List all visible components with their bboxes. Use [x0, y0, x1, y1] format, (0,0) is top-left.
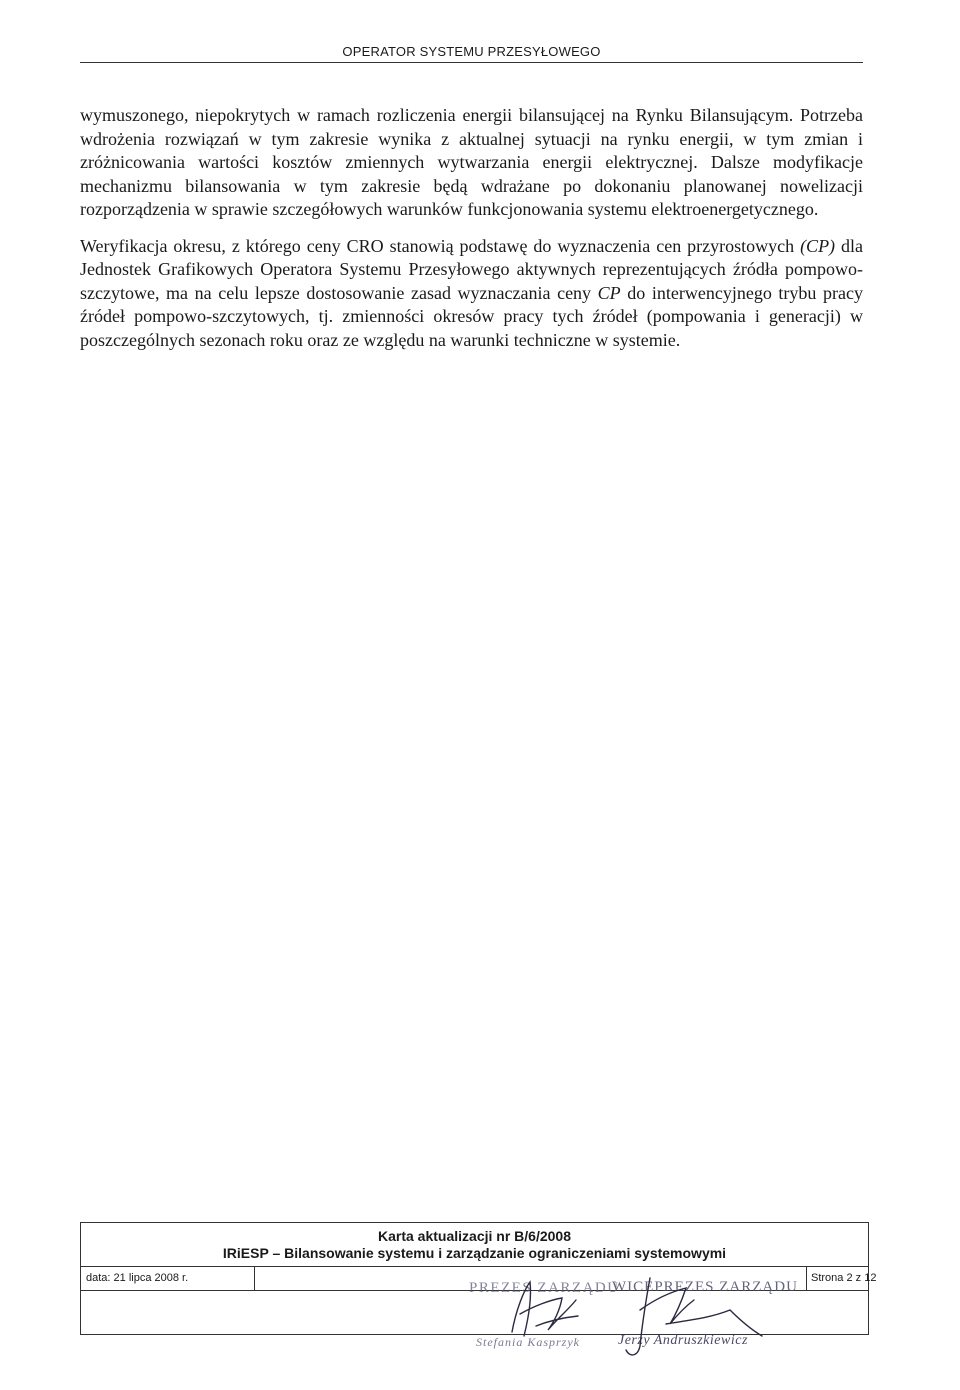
stamp-wiceprezes: WICEPREZES ZARZĄDU [612, 1279, 798, 1295]
footer-title-cell [81, 1223, 868, 1267]
stamp-name-left: Stefania Kasprzyk [476, 1335, 580, 1349]
signature-right [626, 1278, 762, 1355]
paragraph-2-part-3: do interwencyjnego trybu pracy źródeł pompowo-szczytowych, tj. zmienności okresów pracy tych źródeł (pompowania i generacji) w poszczególnych sezonach roku oraz ze względu na warunki techniczne w systemie. [80, 282, 864, 350]
signature-left [512, 1282, 578, 1336]
card-subtitle: IRiESP – Bilansowanie systemu i zarządzanie ograniczeniami systemowymi [222, 1245, 727, 1261]
paragraph-2-part-2: dla Jednostek Grafikowych Operatora Systemu Przesyłowego aktywnych reprezentujących źródła pompowo-szczytowe, ma na celu lepsze dostosowanie zasad wyznaczania ceny [80, 235, 863, 303]
stamp-prezes: PREZES ZARZĄDU [469, 1280, 620, 1296]
running-header: OPERATOR SYSTEMU PRZESYŁOWEGO [342, 44, 601, 59]
paragraph-2 [80, 235, 863, 353]
header-divider [80, 62, 863, 63]
body-text [80, 104, 863, 365]
page-number-cell: Strona 2 z 12 [806, 1267, 868, 1290]
paragraph-1: wymuszonego, niepokrytych w ramach rozliczenia energii bilansującej na Rynku Bilansującym. Potrzeba wdrożenia rozwiązań w tym zakresie wynika z aktualnej sytuacji na rynku energii, w tym zmian i zróżnicowania wartości kosztów zmiennych wytwarzania energii elektrycznej. Dalsze modyfikacje mechanizmu bilansowania w tym zakresie będą wdrażane po dokonaniu planowanej nowelizacji rozporządzenia w sprawie szczegółowych warunków funkcjonowania systemu elektroenergetycznego. [80, 105, 863, 219]
date-cell: data: 21 lipca 2008 r. [81, 1267, 255, 1290]
handwritten-signatures [490, 1270, 820, 1360]
paragraph-2-part-1: Weryfikacja okresu, z którego ceny CRO stanowią podstawę do wyznaczenia cen przyrostowych [80, 235, 801, 256]
stamp-name-right: Jerzy Andruszkiewicz [618, 1333, 748, 1348]
abbr-cp-1: (CP) [800, 235, 836, 256]
card-title: Karta aktualizacji nr B/6/2008 [378, 1228, 571, 1244]
abbr-cp-2: CP [597, 282, 621, 303]
